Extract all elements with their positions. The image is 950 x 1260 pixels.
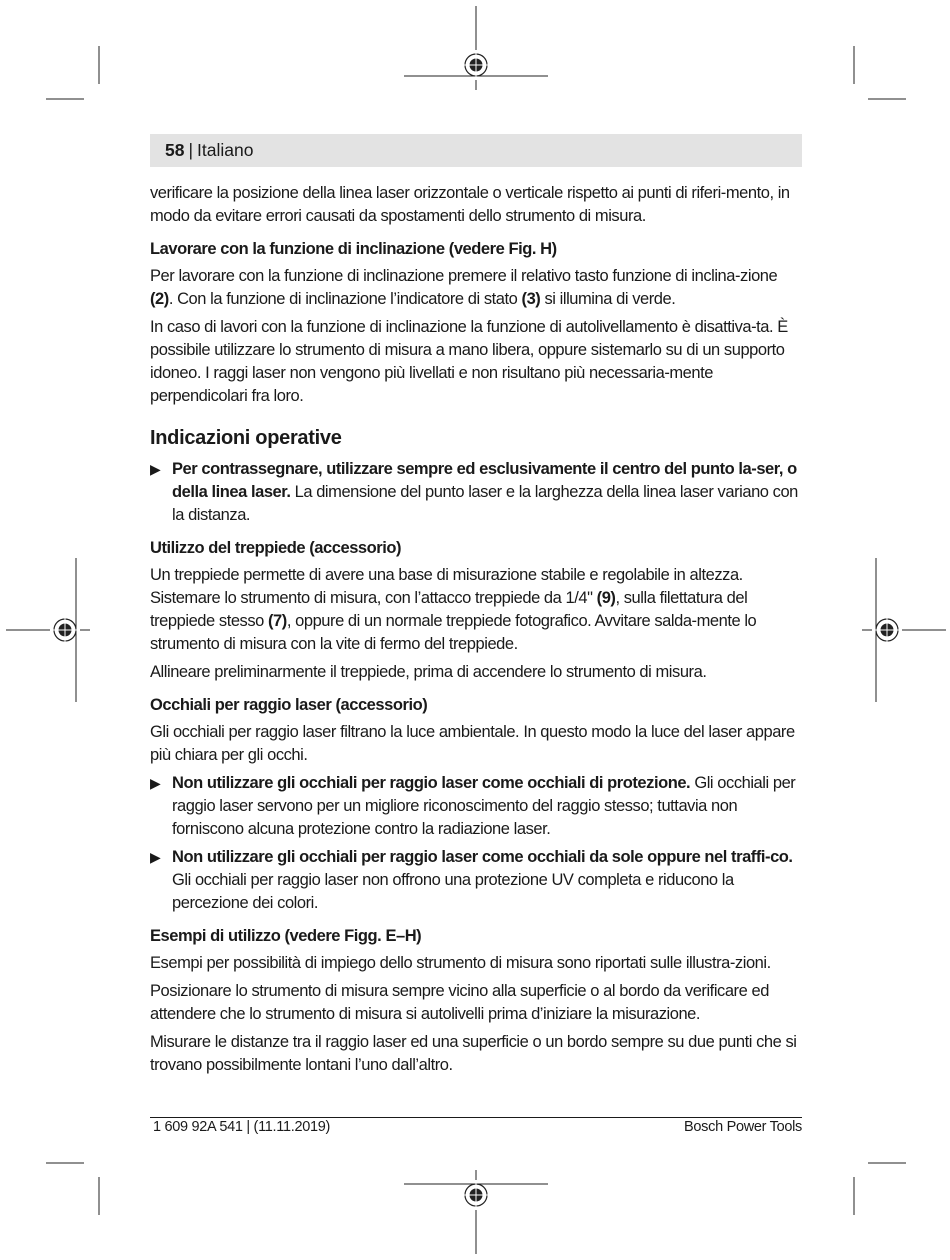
tripod-paragraph-2: Allineare preliminarmente il treppiede, prima di accendere lo strumento di misura. [150,663,707,681]
triangle-right-icon: ▶ [150,775,161,791]
examples-paragraph-3: Misurare le distanze tra il raggio laser ed una superficie o un bordo sempre su due punti che si trovano possibilmente lontani l’uno dall’altro. [150,1033,797,1074]
tripod-paragraph-1: Un treppiede permette di avere una base di misurazione stabile e regolabile in altezza. Sistemare lo strumento di misura, con l’attacco treppiede da 1/4" (9), sulla filettatura del treppiede stesso (7), oppure di un normale treppiede fotografico. Avvitare salda-mente lo strumento di misura con la vite di fermo del treppiede. [150,566,757,653]
triangle-right-icon: ▶ [150,849,161,865]
warning-bullet [150,458,802,527]
tilt-paragraph-1: Per lavorare con la funzione di inclinazione premere il relativo tasto funzione di inclina-zione (2). Con la funzione di inclinazione l’indicatore di stato (3) si illumina di verde. [150,267,778,308]
header-language: Italiano [197,140,254,160]
header-separator: | [188,140,194,160]
triangle-right-icon: ▶ [150,461,161,477]
examples-heading: Esempi di utilizzo (vedere Figg. E–H) [150,927,422,945]
bullet-text: Gli occhiali per raggio laser non offrono una protezione UV completa e riducono la percezione dei colori. [172,871,734,912]
warning-bullet [150,846,802,915]
brand-name: Bosch Power Tools [684,1119,802,1135]
glasses-heading: Occhiali per raggio laser (accessorio) [150,696,428,714]
bullet-bold-text: Non utilizzare gli occhiali per raggio laser come occhiali di protezione. [172,774,691,792]
document-number: 1 609 92A 541 | (11.11.2019) [153,1119,331,1135]
examples-paragraph-2: Posizionare lo strumento di misura sempre vicino alla superficie o al bordo da verificare ed attendere che lo strumento di misura si autolivelli prima d’iniziare la misurazione. [150,982,769,1023]
page-number: 58 [165,140,185,160]
reference-number: (3) [521,290,541,308]
reference-number: (2) [150,290,169,308]
tilt-paragraph-2: In caso di lavori con la funzione di inclinazione la funzione di autolivellamento è disattiva-ta. È possibile utilizzare lo strumento di misura a mano libera, oppure sistemarlo su di un supporto idoneo. I raggi laser non vengono più livellati e non risultano più necessaria-mente perpendicolari fra loro. [150,318,788,405]
reference-number: (9) [596,589,616,607]
examples-paragraph-1: Esempi per possibilità di impiego dello strumento di misura sono riportati sulle illustra-zioni. [150,954,771,972]
bullet-text: Gli occhiali per raggio laser servono per un migliore riconoscimento del raggio stesso; tuttavia non forniscono alcuna protezione contro la radiazione laser. [172,774,796,838]
footer-divider [150,1117,802,1118]
bullet-bold-text: Non utilizzare gli occhiali per raggio laser come occhiali da sole oppure nel traffi-co. [172,848,793,866]
tripod-heading: Utilizzo del treppiede (accessorio) [150,539,402,557]
warning-bullet [150,772,802,841]
operative-heading: Indicazioni operative [150,427,342,449]
page-content [150,182,802,1082]
reference-number: (7) [268,612,287,630]
page-header [150,134,802,167]
page-footer [150,1119,802,1135]
bullet-text: La dimensione del punto laser e la larghezza della linea laser variano con la distanza. [172,483,798,524]
intro-paragraph: verificare la posizione della linea laser orizzontale o verticale rispetto ai punti di riferi-mento, in modo da evitare errori causati da spostamenti dello strumento di misura. [150,184,790,225]
tilt-heading: Lavorare con la funzione di inclinazione (vedere Fig. H) [150,240,557,258]
bullet-bold-text: Per contrassegnare, utilizzare sempre ed esclusivamente il centro del punto la-ser, o della linea laser. [172,460,797,501]
glasses-paragraph-1: Gli occhiali per raggio laser filtrano la luce ambientale. In questo modo la luce del laser appare più chiara per gli occhi. [150,723,795,764]
